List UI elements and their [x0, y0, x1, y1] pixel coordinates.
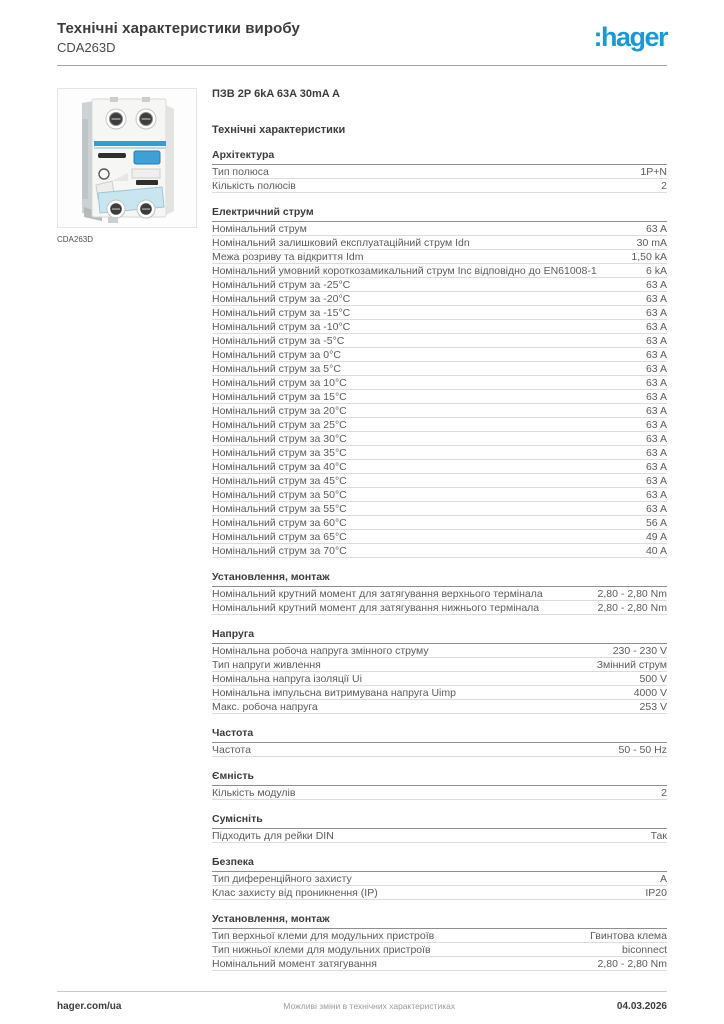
spec-row	[212, 929, 667, 943]
spec-label: Тип полюса	[212, 165, 269, 178]
header	[57, 20, 667, 55]
hager-logo: :hager	[593, 22, 667, 52]
spec-row	[212, 474, 667, 488]
section-title: Архітектура	[212, 149, 667, 165]
spec-row	[212, 348, 667, 362]
spec-label: Номінальний крутний момент для затягування верхнього термінала	[212, 587, 543, 600]
spec-value: 49 A	[645, 530, 667, 543]
spec-label: Частота	[212, 743, 251, 756]
header-divider	[57, 65, 667, 66]
spec-row	[212, 686, 667, 700]
spec-value: 63 A	[645, 474, 667, 487]
section-title: Напруга	[212, 628, 667, 644]
spec-row	[212, 502, 667, 516]
spec-row	[212, 516, 667, 530]
spec-label: Номінальний струм за 30°C	[212, 432, 347, 445]
spec-value: 63 A	[645, 348, 667, 361]
spec-row	[212, 743, 667, 757]
spec-section	[212, 727, 667, 757]
spec-value: 6 kA	[645, 264, 667, 277]
spec-row	[212, 404, 667, 418]
spec-label: Тип диференційного захисту	[212, 872, 352, 885]
spec-row	[212, 587, 667, 601]
spec-section	[212, 628, 667, 714]
section-rows	[212, 222, 667, 558]
spec-label: Номінальний струм за 35°C	[212, 446, 347, 459]
spec-row	[212, 236, 667, 250]
spec-row	[212, 334, 667, 348]
footer-date: 04.03.2026	[616, 1001, 667, 1012]
spec-row	[212, 644, 667, 658]
spec-row	[212, 390, 667, 404]
spec-value: 1,50 kA	[631, 250, 667, 263]
spec-row	[212, 488, 667, 502]
spec-value: 63 A	[645, 376, 667, 389]
spec-row	[212, 943, 667, 957]
spec-row	[212, 829, 667, 843]
product-image	[57, 88, 197, 228]
spec-value: Гвинтова клема	[590, 929, 667, 942]
spec-row	[212, 250, 667, 264]
spec-row	[212, 700, 667, 714]
spec-value: 4000 V	[633, 686, 667, 699]
spec-value: 1P+N	[640, 165, 667, 178]
product-column	[57, 88, 212, 971]
spec-label: Номінальна робоча напруга змінного струму	[212, 644, 429, 657]
footer	[57, 991, 667, 1012]
spec-row	[212, 292, 667, 306]
spec-value: 63 A	[645, 278, 667, 291]
spec-label: Тип верхньої клеми для модульних пристроїв	[212, 929, 435, 942]
spec-row	[212, 320, 667, 334]
footer-note: Можливі зміни в технічних характеристиках	[283, 1001, 456, 1011]
spec-label: Підходить для рейки DIN	[212, 829, 334, 842]
spec-label: Номінальний струм за 10°C	[212, 376, 347, 389]
spec-label: Номінальний крутний момент для затягування нижнього термінала	[212, 601, 540, 614]
section-rows	[212, 743, 667, 757]
section-title: Безпека	[212, 856, 667, 872]
spec-value: 63 A	[645, 432, 667, 445]
spec-label: Межа розриву та відкриття Idm	[212, 250, 364, 263]
spec-title: Технічні характеристики	[212, 124, 346, 136]
spec-label: Тип напруги живлення	[212, 658, 321, 671]
spec-value: 2,80 - 2,80 Nm	[597, 587, 667, 600]
spec-value: 63 A	[645, 222, 667, 235]
spec-row	[212, 658, 667, 672]
spec-label: Номінальний струм за 25°C	[212, 418, 347, 431]
spec-value: 2,80 - 2,80 Nm	[597, 957, 667, 970]
spec-row	[212, 601, 667, 615]
spec-value: 63 A	[645, 306, 667, 319]
spec-row	[212, 446, 667, 460]
spec-row	[212, 530, 667, 544]
product-image-caption: CDA263D	[57, 235, 94, 244]
spec-label: Кількість полюсів	[212, 179, 296, 192]
section-title: Ємність	[212, 770, 667, 786]
section-rows	[212, 165, 667, 193]
spec-section	[212, 571, 667, 615]
spec-value: 2	[661, 786, 667, 799]
section-title: Установлення, монтаж	[212, 571, 667, 587]
spec-label: Номінальний умовний короткозамикальний струм Inc відповідно до EN61008-1	[212, 264, 597, 277]
spec-value: 253 V	[639, 700, 667, 713]
spec-row	[212, 264, 667, 278]
spec-section	[212, 913, 667, 971]
header-titles	[57, 20, 300, 55]
spec-value: A	[659, 872, 667, 885]
spec-label: Номінальний струм за 65°C	[212, 530, 347, 543]
spec-label: Номінальний струм за 60°C	[212, 516, 347, 529]
spec-label: Клас захисту від проникнення (IP)	[212, 886, 378, 899]
spec-value: 2	[661, 179, 667, 192]
spec-value: 50 - 50 Hz	[618, 743, 667, 756]
spec-sections	[212, 149, 667, 971]
spec-column	[212, 88, 667, 971]
content	[57, 88, 667, 971]
section-title: Електричний струм	[212, 206, 667, 222]
spec-label: Кількість модулів	[212, 786, 296, 799]
spec-row	[212, 672, 667, 686]
spec-value: 63 A	[645, 446, 667, 459]
spec-section	[212, 856, 667, 900]
spec-label: Номінальний момент затягування	[212, 957, 377, 970]
spec-row	[212, 362, 667, 376]
section-rows	[212, 829, 667, 843]
spec-value: 2,80 - 2,80 Nm	[597, 601, 667, 614]
spec-value: 63 A	[645, 390, 667, 403]
rccb-device-illustration	[58, 89, 196, 227]
spec-value: 30 mA	[636, 236, 667, 249]
spec-value: 63 A	[645, 488, 667, 501]
spec-label: Номінальний струм за 40°C	[212, 460, 347, 473]
spec-value: 230 - 230 V	[612, 644, 667, 657]
section-title: Установлення, монтаж	[212, 913, 667, 929]
spec-row	[212, 418, 667, 432]
spec-value: 63 A	[645, 460, 667, 473]
spec-value: 63 A	[645, 418, 667, 431]
spec-row	[212, 432, 667, 446]
spec-label: Тип нижньої клеми для модульних пристроїв	[212, 943, 431, 956]
spec-row	[212, 460, 667, 474]
spec-value: 63 A	[645, 320, 667, 333]
spec-label: Номінальний струм за 15°C	[212, 390, 347, 403]
spec-value: 500 V	[639, 672, 667, 685]
spec-row	[212, 544, 667, 558]
section-title: Частота	[212, 727, 667, 743]
spec-value: 63 A	[645, 292, 667, 305]
spec-section	[212, 813, 667, 843]
spec-label: Номінальний струм за 50°C	[212, 488, 347, 501]
spec-value: 63 A	[645, 502, 667, 515]
product-name: ПЗВ 2P 6kA 63A 30mA A	[212, 88, 340, 100]
spec-value: Змінний струм	[596, 658, 667, 671]
spec-value: Так	[650, 829, 667, 842]
spec-label: Номінальний струм за 55°C	[212, 502, 347, 515]
spec-value: 63 A	[645, 362, 667, 375]
spec-row	[212, 886, 667, 900]
section-title: Сумісніть	[212, 813, 667, 829]
spec-section	[212, 149, 667, 193]
spec-value: IP20	[645, 886, 667, 899]
spec-row	[212, 306, 667, 320]
spec-value: 63 A	[645, 404, 667, 417]
spec-row	[212, 179, 667, 193]
spec-label: Номінальний струм за 0°C	[212, 348, 341, 361]
spec-label: Номінальний струм за 45°C	[212, 474, 347, 487]
spec-label: Номінальний залишковий експлуатаційний струм Idn	[212, 236, 470, 249]
spec-label: Номінальний струм за -25°C	[212, 278, 351, 291]
spec-row	[212, 872, 667, 886]
spec-label: Номінальна імпульсна витримувана напруга Uimp	[212, 686, 456, 699]
spec-value: 56 A	[645, 516, 667, 529]
spec-row	[212, 278, 667, 292]
spec-label: Номінальний струм за -5°C	[212, 334, 345, 347]
spec-label: Номінальний струм за 5°C	[212, 362, 341, 375]
spec-label: Номінальний струм за 20°C	[212, 404, 347, 417]
section-rows	[212, 786, 667, 800]
section-rows	[212, 587, 667, 615]
footer-site: hager.com/ua	[57, 1001, 122, 1012]
spec-row	[212, 957, 667, 971]
spec-row	[212, 222, 667, 236]
product-code: CDA263D	[57, 40, 116, 55]
spec-label: Номінальний струм за 70°C	[212, 544, 347, 557]
spec-section	[212, 770, 667, 800]
spec-row	[212, 376, 667, 390]
spec-label: Макс. робоча напруга	[212, 700, 318, 713]
section-rows	[212, 644, 667, 714]
section-rows	[212, 929, 667, 971]
section-rows	[212, 872, 667, 900]
page-title: Технічні характеристики виробу	[57, 20, 300, 37]
spec-label: Номінальний струм за -20°C	[212, 292, 351, 305]
spec-value: 63 A	[645, 334, 667, 347]
spec-value: biconnect	[622, 943, 667, 956]
spec-label: Номінальний струм за -10°C	[212, 320, 351, 333]
spec-value: 40 A	[645, 544, 667, 557]
spec-section	[212, 206, 667, 558]
spec-row	[212, 786, 667, 800]
spec-label: Номінальна напруга ізоляції Ui	[212, 672, 362, 685]
spec-row	[212, 165, 667, 179]
spec-label: Номінальний струм	[212, 222, 307, 235]
spec-label: Номінальний струм за -15°C	[212, 306, 351, 319]
